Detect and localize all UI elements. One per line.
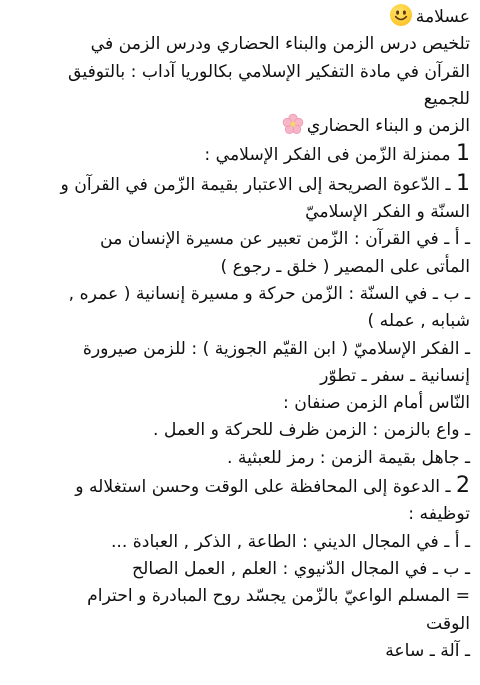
post-text: ـ واع بالزمن : الزمن ظرف للحركة و العمل . — [152, 420, 470, 441]
post-text: إنسانية ـ سفر ـ تطوّر — [320, 365, 470, 386]
post-text: تلخيص درس الزمن والبناء الحضاري ودرس الزمن في — [90, 34, 470, 55]
post-line — [14, 199, 470, 226]
post-line — [14, 31, 470, 58]
post-line — [14, 170, 470, 199]
post-text: = المسلم الواعيّ بالزّمن يجسّد روح المبادرة و احترام — [87, 586, 470, 607]
post-text: ـ جاهل بقيمة الزمن : رمز للعبثية . — [226, 447, 470, 468]
post-line — [14, 501, 470, 528]
smiling-face-emoji-icon — [390, 4, 412, 26]
post-text: ـ الدعوة إلى المحافظة على الوقت وحسن استغلاله و — [75, 477, 451, 498]
post-line — [14, 638, 470, 665]
post-number: 1 — [456, 170, 470, 196]
post-number: 2 — [456, 473, 470, 499]
post-text: الزمن و البناء الحضاري — [306, 116, 470, 137]
post-line — [14, 556, 470, 583]
post-text: توظيفه : — [408, 504, 470, 525]
post-line — [14, 583, 470, 610]
post-text: ـ ب ـ في السنّة : الزّمن حركة و مسيرة إنسانية ( عمره , — [68, 283, 470, 304]
post-text: الوقت — [426, 613, 470, 634]
post-line — [14, 254, 470, 281]
cherry-blossom-emoji-icon — [282, 113, 304, 135]
post-line — [14, 417, 470, 444]
post-text: شبابه , عمله ) — [367, 311, 470, 332]
post-line — [14, 336, 470, 363]
post-text: عسلامة — [415, 7, 470, 27]
post-line — [14, 308, 470, 335]
post-text: ـ الفكر الإسلاميّ ( ابن القيّم الجوزية ) : للزمن صيرورة — [82, 338, 470, 359]
post-text: ـ أ ـ في المجال الديني : الطاعة , الذكر , العبادة ... — [110, 531, 470, 552]
post-line — [14, 390, 470, 417]
post-line — [14, 86, 470, 113]
post-line — [14, 226, 470, 253]
post-text: المأتى على المصير ( خلق ـ رجوع ) — [220, 256, 470, 277]
post-line — [14, 445, 470, 472]
post-line — [14, 4, 470, 31]
post-text: ـ آلة ـ ساعة — [385, 640, 470, 661]
post-line — [14, 140, 470, 169]
post-text: السنّة و الفكر الإسلاميّ — [305, 202, 470, 223]
post-line — [14, 529, 470, 556]
post-text: ـ أ ـ في القرآن : الزّمن تعبير عن مسيرة الإنسان من — [100, 229, 470, 250]
post-line — [14, 472, 470, 501]
post-line — [14, 281, 470, 308]
post-text: القرآن في مادة التفكير الإسلامي بكالوريا آداب : بالتوفيق — [68, 61, 470, 82]
post-line — [14, 611, 470, 638]
post-text: ـ ب ـ في المجال الدّنيوي : العلم , العمل الصالح — [132, 558, 470, 579]
post-line — [14, 113, 470, 140]
post-text: للجميع — [423, 88, 470, 109]
post-line — [14, 363, 470, 390]
post-line — [14, 59, 470, 86]
post-text: ـ الدّعوة الصريحة إلى الاعتبار بقيمة الزّمن في القرآن و — [60, 174, 451, 195]
post-number: 1 — [456, 141, 470, 167]
post-text: ممنزلة الزّمن فى الفكر الإسلامي : — [204, 145, 451, 166]
post-text: النّاس أمام الزمن صنفان : — [282, 393, 470, 414]
